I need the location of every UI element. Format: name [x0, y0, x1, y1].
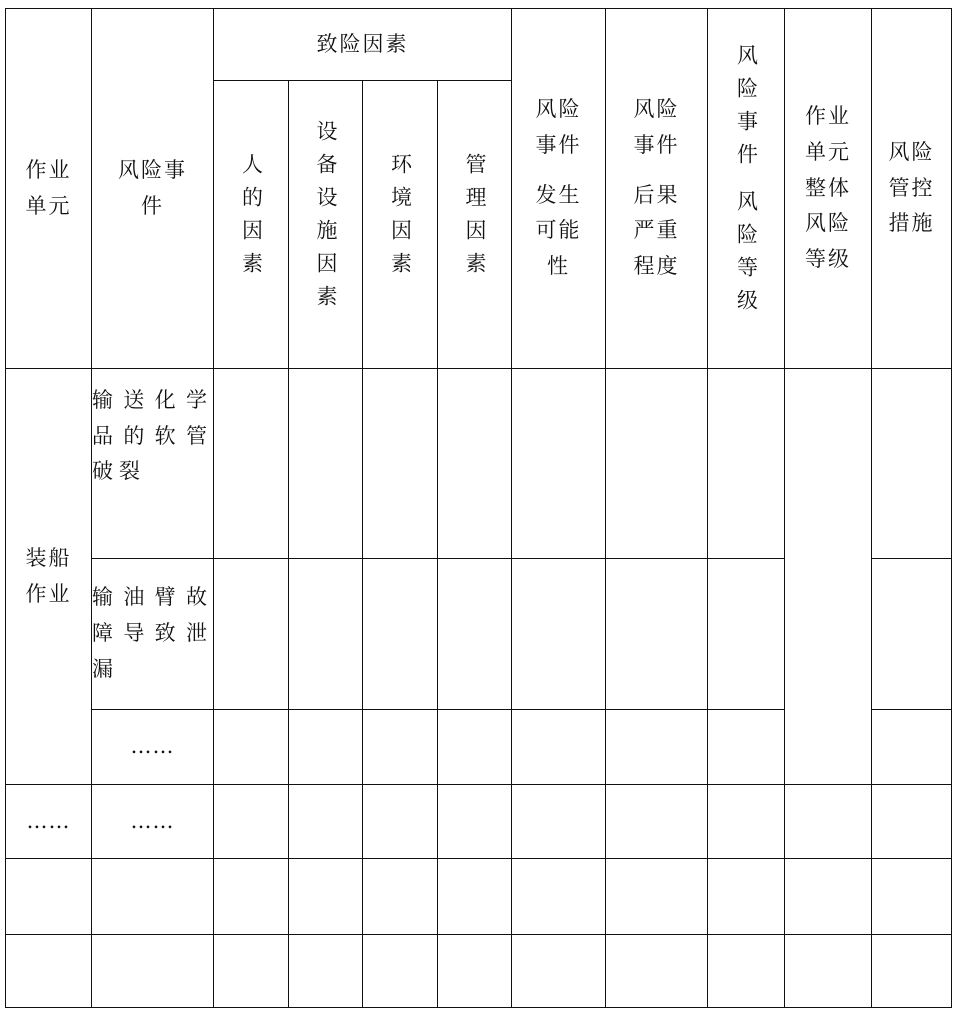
table-cell: [512, 859, 606, 935]
header-unit-overall-level: 作业 单元 整体 风险 等级: [785, 9, 872, 369]
table-cell: [92, 935, 214, 1008]
table-cell: [363, 710, 438, 785]
table-row: [6, 785, 952, 859]
table-cell: [214, 785, 289, 859]
header-event-risk-level: 风险事件 风险等级: [708, 9, 785, 369]
table-cell: [785, 859, 872, 935]
table-cell: [606, 935, 708, 1008]
risk-assessment-table: [5, 8, 952, 1008]
header-factor-equipment: 设备设施因素: [289, 81, 363, 369]
table-cell: [512, 935, 606, 1008]
table-cell: [289, 785, 363, 859]
table-cell: [438, 785, 512, 859]
table-cell: [438, 710, 512, 785]
table-cell: [606, 785, 708, 859]
table-cell: [512, 785, 606, 859]
table-cell: [872, 559, 952, 710]
table-cell: [438, 369, 512, 559]
table-cell: [785, 785, 872, 859]
table-cell: [872, 785, 952, 859]
table-cell: [214, 859, 289, 935]
table-cell: [785, 935, 872, 1008]
table-cell: [708, 785, 785, 859]
table-cell: [438, 559, 512, 710]
table-cell: [363, 785, 438, 859]
cell-unit-overall-level: [785, 369, 872, 785]
table-cell: [872, 710, 952, 785]
header-risk-event: 风险事 件: [92, 9, 214, 369]
table-cell: [214, 369, 289, 559]
table-cell: [6, 859, 92, 935]
header-control-measures: 风险 管控 措施: [872, 9, 952, 369]
header-factor-environment: 环境因素: [363, 81, 438, 369]
table-cell: [6, 935, 92, 1008]
header-row-1: [6, 9, 952, 81]
cell-risk-event-hose: 输送化学品的软管破裂: [92, 369, 214, 559]
table-cell: [363, 935, 438, 1008]
table-cell: [708, 559, 785, 710]
table-cell: [214, 559, 289, 710]
table-cell: [872, 369, 952, 559]
cell-risk-event-arm: 输油臂故障导致泄漏: [92, 559, 214, 710]
table-cell: [214, 710, 289, 785]
cell-work-unit-more: ……: [6, 785, 92, 859]
table-cell: [214, 935, 289, 1008]
table-cell: [512, 559, 606, 710]
header-likelihood: 风险 事件 发生 可能 性: [512, 9, 606, 369]
header-risk-factors: 致险因素: [214, 9, 512, 81]
table-cell: [289, 559, 363, 710]
header-severity: 风险 事件 后果 严重 程度: [606, 9, 708, 369]
table-cell: [438, 859, 512, 935]
header-factor-human: 人的因素: [214, 81, 289, 369]
table-cell: [363, 369, 438, 559]
table-cell: [606, 369, 708, 559]
table-row: [6, 859, 952, 935]
table-cell: [708, 859, 785, 935]
table-cell: [289, 859, 363, 935]
table-cell: [606, 559, 708, 710]
table-cell: [708, 369, 785, 559]
table-row: [6, 935, 952, 1008]
cell-risk-event-more: ……: [92, 785, 214, 859]
table-cell: [872, 859, 952, 935]
cell-work-unit-loading: 装船 作业: [6, 369, 92, 785]
table-cell: [606, 859, 708, 935]
table-cell: [708, 710, 785, 785]
table-cell: [512, 710, 606, 785]
header-work-unit: 作业 单元: [6, 9, 92, 369]
cell-risk-event-more: ……: [92, 710, 214, 785]
table-cell: [289, 710, 363, 785]
table-row: [6, 369, 952, 559]
table-cell: [363, 559, 438, 710]
table-cell: [289, 935, 363, 1008]
table-cell: [438, 935, 512, 1008]
table-cell: [363, 859, 438, 935]
table-cell: [289, 369, 363, 559]
table-cell: [92, 859, 214, 935]
header-factor-management: 管理因素: [438, 81, 512, 369]
table-cell: [512, 369, 606, 559]
table-cell: [708, 935, 785, 1008]
table-cell: [606, 710, 708, 785]
table-cell: [872, 935, 952, 1008]
